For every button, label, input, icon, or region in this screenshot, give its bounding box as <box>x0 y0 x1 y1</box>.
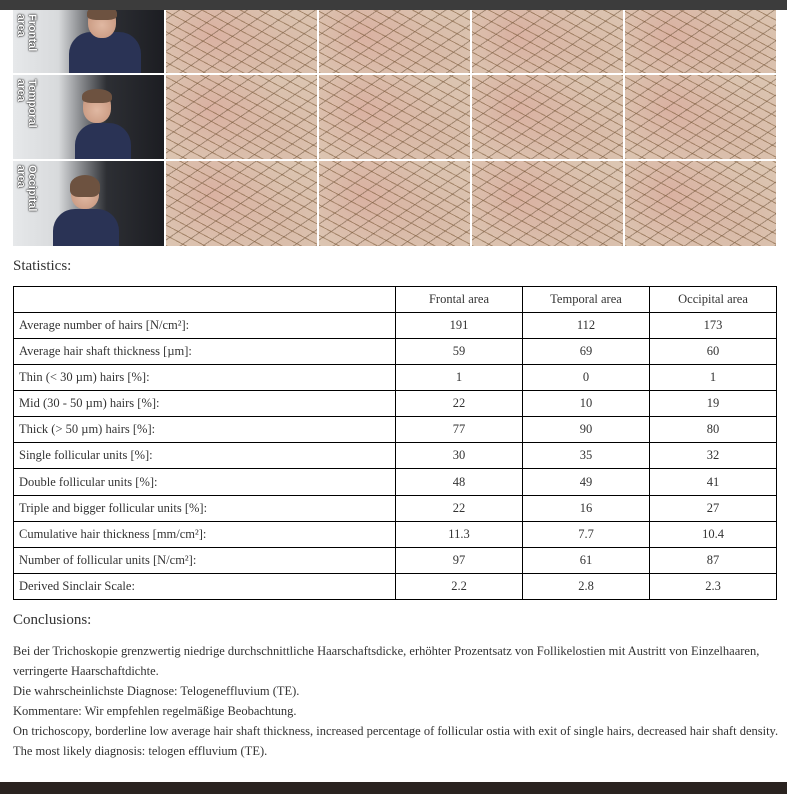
table-cell: 48 <box>396 469 523 495</box>
dermoscopy-image <box>625 161 776 246</box>
row-label: Cumulative hair thickness [mm/cm²]: <box>14 521 396 547</box>
dermoscopy-image <box>472 75 623 159</box>
table-cell: 59 <box>396 339 523 365</box>
table-cell: 2.8 <box>523 573 650 599</box>
table-cell: 1 <box>396 365 523 391</box>
conclusions-heading: Conclusions: <box>13 612 92 628</box>
dermoscopy-image <box>472 161 623 246</box>
row-label: Thick (> 50 µm) hairs [%]: <box>14 417 396 443</box>
column-header-empty <box>14 287 396 313</box>
row-label: Average number of hairs [N/cm²]: <box>14 313 396 339</box>
statistics-heading: Statistics: <box>13 258 72 274</box>
dermoscopy-image <box>166 10 317 73</box>
row-label: Derived Sinclair Scale: <box>14 573 396 599</box>
photo-row-temporal <box>13 75 775 159</box>
table-cell: 10.4 <box>650 521 777 547</box>
table-cell: 7.7 <box>523 521 650 547</box>
table-cell: 0 <box>523 365 650 391</box>
table-cell: 11.3 <box>396 521 523 547</box>
dermoscopy-image <box>625 10 776 73</box>
area-label-occipital: Occipital area <box>15 165 38 212</box>
table-row <box>14 443 777 469</box>
table-row <box>14 573 777 599</box>
table-cell: 22 <box>396 495 523 521</box>
table-row <box>14 521 777 547</box>
dermoscopy-image <box>472 10 623 73</box>
table-cell: 16 <box>523 495 650 521</box>
dermoscopy-image <box>166 161 317 246</box>
table-cell: 69 <box>523 339 650 365</box>
patient-photo-temporal <box>13 75 164 159</box>
table-cell: 49 <box>523 469 650 495</box>
area-label-temporal: Temporal area <box>15 79 38 128</box>
patient-photo-occipital <box>13 161 164 246</box>
dermoscopy-image <box>319 161 470 246</box>
dermoscopy-image <box>625 75 776 159</box>
table-row <box>14 547 777 573</box>
conclusion-paragraph: Kommentare: Wir empfehlen regelmäßige Beobachtung. <box>13 704 297 718</box>
table-cell: 173 <box>650 313 777 339</box>
table-cell: 10 <box>523 391 650 417</box>
column-header: Frontal area <box>396 287 523 313</box>
table-cell: 77 <box>396 417 523 443</box>
table-row <box>14 313 777 339</box>
top-bar <box>0 0 787 10</box>
table-cell: 112 <box>523 313 650 339</box>
table-cell: 1 <box>650 365 777 391</box>
table-row <box>14 495 777 521</box>
column-header: Temporal area <box>523 287 650 313</box>
table-cell: 30 <box>396 443 523 469</box>
trichoscopy-photo-grid <box>13 10 775 246</box>
table-row <box>14 339 777 365</box>
dermoscopy-image <box>319 10 470 73</box>
row-label: Triple and bigger follicular units [%]: <box>14 495 396 521</box>
table-row <box>14 365 777 391</box>
table-cell: 35 <box>523 443 650 469</box>
table-row <box>14 469 777 495</box>
table-header-row <box>14 287 777 313</box>
row-label: Single follicular units [%]: <box>14 443 396 469</box>
table-cell: 22 <box>396 391 523 417</box>
table-cell: 80 <box>650 417 777 443</box>
row-label: Double follicular units [%]: <box>14 469 396 495</box>
table-cell: 27 <box>650 495 777 521</box>
bottom-bar <box>0 782 787 794</box>
row-label: Mid (30 - 50 µm) hairs [%]: <box>14 391 396 417</box>
row-label: Thin (< 30 µm) hairs [%]: <box>14 365 396 391</box>
column-header: Occipital area <box>650 287 777 313</box>
table-cell: 90 <box>523 417 650 443</box>
table-cell: 97 <box>396 547 523 573</box>
conclusions-text <box>13 641 779 761</box>
table-row <box>14 417 777 443</box>
table-cell: 32 <box>650 443 777 469</box>
table-cell: 191 <box>396 313 523 339</box>
conclusion-paragraph: Die wahrscheinlichste Diagnose: Telogeneffluvium (TE). <box>13 684 300 698</box>
table-cell: 2.3 <box>650 573 777 599</box>
conclusion-paragraph: The most likely diagnosis: telogen effluvium (TE). <box>13 744 268 758</box>
table-cell: 19 <box>650 391 777 417</box>
table-cell: 60 <box>650 339 777 365</box>
photo-row-occipital <box>13 161 775 246</box>
conclusion-paragraph: Bei der Trichoskopie grenzwertig niedrige durchschnittliche Haarschaftsdicke, erhöhter Prozentsatz von Follikelostien mit Austritt von Einzelhaaren, verringerte Haarschaftdichte. <box>13 644 760 678</box>
table-cell: 61 <box>523 547 650 573</box>
table-cell: 87 <box>650 547 777 573</box>
conclusion-paragraph: On trichoscopy, borderline low average hair shaft thickness, increased percentage of follicular ostia with exit of single hairs, decreased hair shaft density. <box>13 724 779 738</box>
statistics-table <box>13 286 777 600</box>
dermoscopy-image <box>166 75 317 159</box>
photo-row-frontal <box>13 10 775 73</box>
row-label: Average hair shaft thickness [µm]: <box>14 339 396 365</box>
dermoscopy-image <box>319 75 470 159</box>
area-label-frontal: Frontal area <box>15 14 38 52</box>
patient-photo-frontal <box>13 10 164 73</box>
table-cell: 41 <box>650 469 777 495</box>
table-row <box>14 391 777 417</box>
row-label: Number of follicular units [N/cm²]: <box>14 547 396 573</box>
table-cell: 2.2 <box>396 573 523 599</box>
